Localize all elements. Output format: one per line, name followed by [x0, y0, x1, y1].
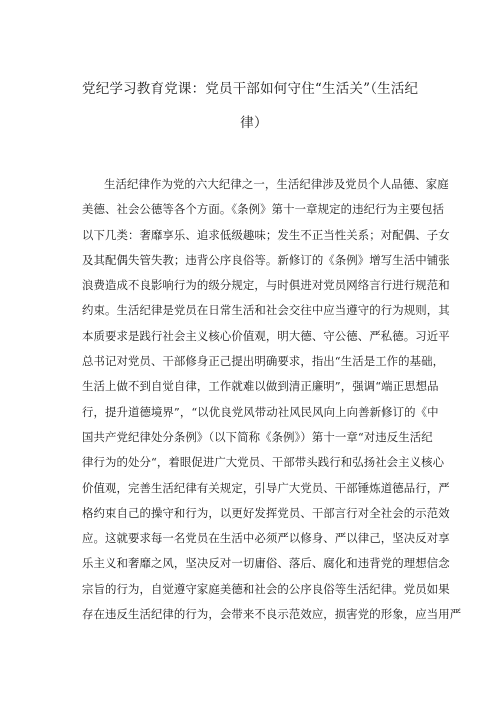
document-body — [82, 172, 462, 627]
title-line-1: 党纪学习教育党课：党员干部如何守住“生活关”（生活纪 — [82, 81, 419, 97]
body-line: 美德、社会公德等各个方面。《条例》第十一章规定的违纪行为主要包括 — [82, 202, 445, 217]
body-line: 国共产党纪律处分条例》（以下简称《条例》）第十一章“对违反生活纪 — [82, 429, 433, 444]
body-line: 生活纪律作为党的六大纪律之一，生活纪律涉及党员个人品德、家庭 — [104, 177, 449, 191]
body-line: 价值观，完善生活纪律有关规定，引导广大党员、干部锤炼道德品行，严 — [82, 480, 450, 495]
body-line: 格约束自己的操守和行为，以更好发挥党员、干部言行对全社会的示范效 — [82, 505, 450, 520]
body-line: 行，提升道德境界”，“以优良党风带动社风民风向上向善新修订的《中 — [82, 404, 439, 419]
body-line: 约束。生活纪律是党员在日常生活和社会交往中应当遵守的行为规则，其 — [82, 303, 450, 318]
title-line-2: 律） — [240, 115, 268, 131]
body-line: 乐主义和奢靡之风，坚决反对一切庸俗、落后、腐化和违背党的理想信念 — [82, 556, 450, 571]
body-line: 生活上做不到自觉自律，工作就难以做到清正廉明”，强调“端正思想品 — [82, 379, 439, 394]
body-line: 以下几类：奢靡享乐、追求低级趣味；发生不正当性关系；对配偶、子女 — [82, 227, 450, 242]
body-line: 律行为的处分“，着眼促进广大党员、干部带头践行和弘扬社会主义核心 — [82, 455, 445, 470]
document-title — [82, 72, 418, 140]
body-line: 总书记对党员、干部修身正己提出明确要求，指出“生活是工作的基础， — [82, 354, 445, 369]
body-line: 及其配偶失管失教；违背公序良俗等。新修订的《条例》增写生活中铺张 — [82, 252, 450, 267]
body-line: 本质要求是践行社会主义核心价值观，明大德、守公德、严私德。习近平 — [82, 328, 450, 343]
body-line: 宗旨的行为，自觉遵守家庭美德和社会的公序良俗等生活纪律。党员如果 — [82, 581, 450, 596]
body-line: 存在违反生活纪律的行为，会带来不良示范效应，损害党的形象，应当用严 — [82, 607, 462, 622]
body-line: 浪费造成不良影响行为的级分规定，与时俱进对党员网络言行进行规范和 — [82, 278, 450, 293]
body-line: 应。这就要求每一名党员在生活中必须严以修身、严以律己，坚决反对享 — [82, 531, 450, 546]
